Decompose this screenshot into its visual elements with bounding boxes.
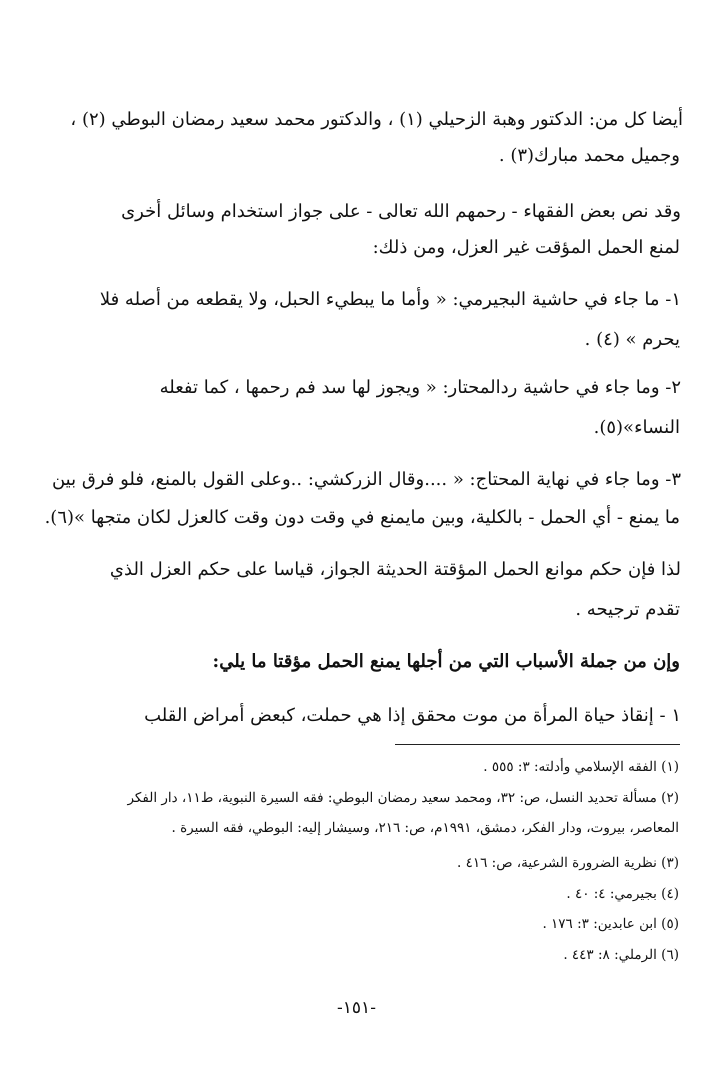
footnote-6: (٦) الرملي: ٨: ٤٤٣ .: [563, 947, 679, 963]
footnote-5: (٥) ابن عابدين: ٣: ١٧٦ .: [542, 916, 679, 932]
paragraph-5-line-1: ٣- وما جاء في نهاية المحتاج: « ....وقال الزركشي: ..وعلى القول بالمنع، فلو فرق بين: [51, 469, 681, 490]
footnote-3: (٣) نظرية الضرورة الشرعية، ص: ٤١٦ .: [457, 855, 679, 871]
paragraph-3-line-1: ١- ما جاء في حاشية البجيرمي: « وأما ما يبطيء الحبل، ولا يقطعه من أصله فلا: [99, 289, 681, 310]
paragraph-4-line-2: النساء»(٥).: [593, 417, 680, 438]
paragraph-5-line-2: ما يمنع - أي الحمل - بالكلية، وبين مايمنع في وقت دون وقت كالعزل لكان متجها »(٦).: [44, 507, 680, 528]
footnote-2-line-2: المعاصر، بيروت، ودار الفكر، دمشق، ١٩٩١م، ص: ٢١٦، وسيشار إليه: البوطي، فقه السيرة .: [171, 820, 679, 836]
paragraph-8-line-1: ١ - إنقاذ حياة المرأة من موت محقق إذا هي حملت، كبعض أمراض القلب: [144, 705, 681, 726]
paragraph-2-line-1: وقد نص بعض الفقهاء - رحمهم الله تعالى - على جواز استخدام وسائل أخرى: [121, 201, 681, 222]
footnote-1: (١) الفقه الإسلامي وأدلته: ٣: ٥٥٥ .: [483, 759, 679, 775]
paragraph-3-line-2: يحرم » (٤) .: [584, 329, 680, 350]
footnote-4: (٤) بجيرمي: ٤: ٤٠ .: [566, 886, 679, 902]
paragraph-2-line-2: لمنع الحمل المؤقت غير العزل، ومن ذلك:: [372, 237, 680, 258]
paragraph-4-line-1: ٢- وما جاء في حاشية ردالمحتار: « ويجوز لها سد فم رحمها ، كما تفعله: [159, 377, 681, 398]
footnote-2-line-1: (٢) مسألة تحديد النسل، ص: ٣٢، ومحمد سعيد رمضان البوطي: فقه السيرة النبوية، ط١١، دار الفكر: [127, 790, 679, 806]
footnote-divider: [395, 744, 680, 745]
paragraph-1-line-2: وجميل محمد مبارك(٣) .: [498, 145, 680, 166]
section-heading: وإن من جملة الأسباب التي من أجلها يمنع الحمل مؤقتا ما يلي:: [212, 651, 680, 672]
paragraph-6-line-2: تقدم ترجيحه .: [575, 599, 680, 620]
page-number: -١٥١-: [337, 998, 376, 1018]
paragraph-6-line-1: لذا فإن حكم موانع الحمل المؤقتة الحديثة الجواز، قياسا على حكم العزل الذي: [109, 559, 681, 580]
paragraph-1-line-1: أيضا كل من: الدكتور وهبة الزحيلي (١) ، والدكتور محمد سعيد رمضان البوطي (٢) ،: [70, 109, 683, 130]
